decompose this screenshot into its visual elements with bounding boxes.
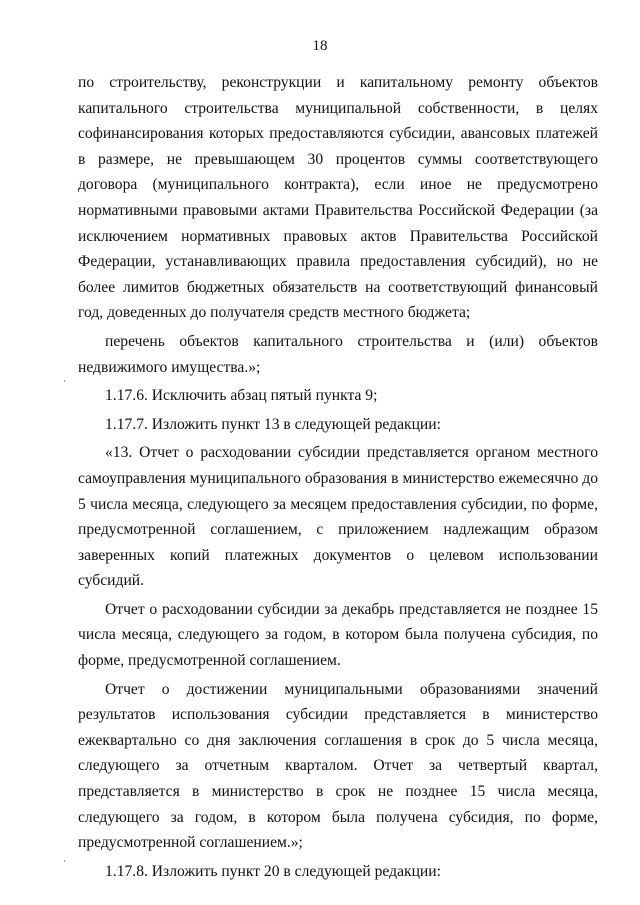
paragraph-results-report: Отчет о достижении муниципальными образованиями значений результатов использования субсидии представляется в министерство ежеквартально со дня заключения соглашения в срок до 5 числа месяца, следующего за отчетным кварталом. Отчет за четвертый квартал, представляется в министерство в срок не позднее 15 числа месяца, следующего за годом, в котором была получена субсидия, по форме, предусмотренной соглашением.»; bbox=[78, 680, 598, 852]
scan-mark bbox=[64, 860, 65, 862]
paragraph-amendment-1-17-6: 1.17.6. Исключить абзац пятый пункта 9; bbox=[105, 387, 378, 405]
paragraph-clause-13: «13. Отчет о расходовании субсидии представляется органом местного самоуправления муниципального образования в министерство ежемесячно до 5 числа месяца, следующего за месяцем предоставления субсидии, по форме, предусмотренной соглашением, с приложением надлежащим образом заверенных копий платежных документов о целевом использовании субсидий. bbox=[78, 444, 598, 590]
paragraph-amendment-1-17-8: 1.17.8. Изложить пункт 20 в следующей редакции: bbox=[105, 862, 441, 880]
scan-mark bbox=[64, 380, 65, 382]
document-body bbox=[78, 70, 598, 884]
paragraph-december-report: Отчет о расходовании субсидии за декабрь представляется не позднее 15 числа месяца, следующего за годом, в котором была получена субсидия, по форме, предусмотренной соглашением. bbox=[78, 600, 598, 670]
paragraph-amendment-1-17-7: 1.17.7. Изложить пункт 13 в следующей редакции: bbox=[105, 415, 441, 433]
page-number: 18 bbox=[312, 38, 328, 54]
paragraph-continuation: по строительству, реконструкции и капитальному ремонту объектов капитального строительства муниципальной собственности, в целях софинансирования которых предоставляются субсидии, авансовых платежей в размере, не превышающем 30 процентов суммы соответствующего договора (муниципального контракта), если иное не предусмотрено нормативными правовыми актами Правительства Российской Федерации (за исключением нормативных правовых актов Правительства Российской Федерации, устанавливающих правила предоставления субсидий), но не более лимитов бюджетных обязательств на соответствующий финансовый год, доведенных до получателя средств местного бюджета; bbox=[78, 74, 598, 322]
paragraph-list-item: перечень объектов капитального строительства и (или) объектов недвижимого имущества.»; bbox=[78, 332, 598, 376]
